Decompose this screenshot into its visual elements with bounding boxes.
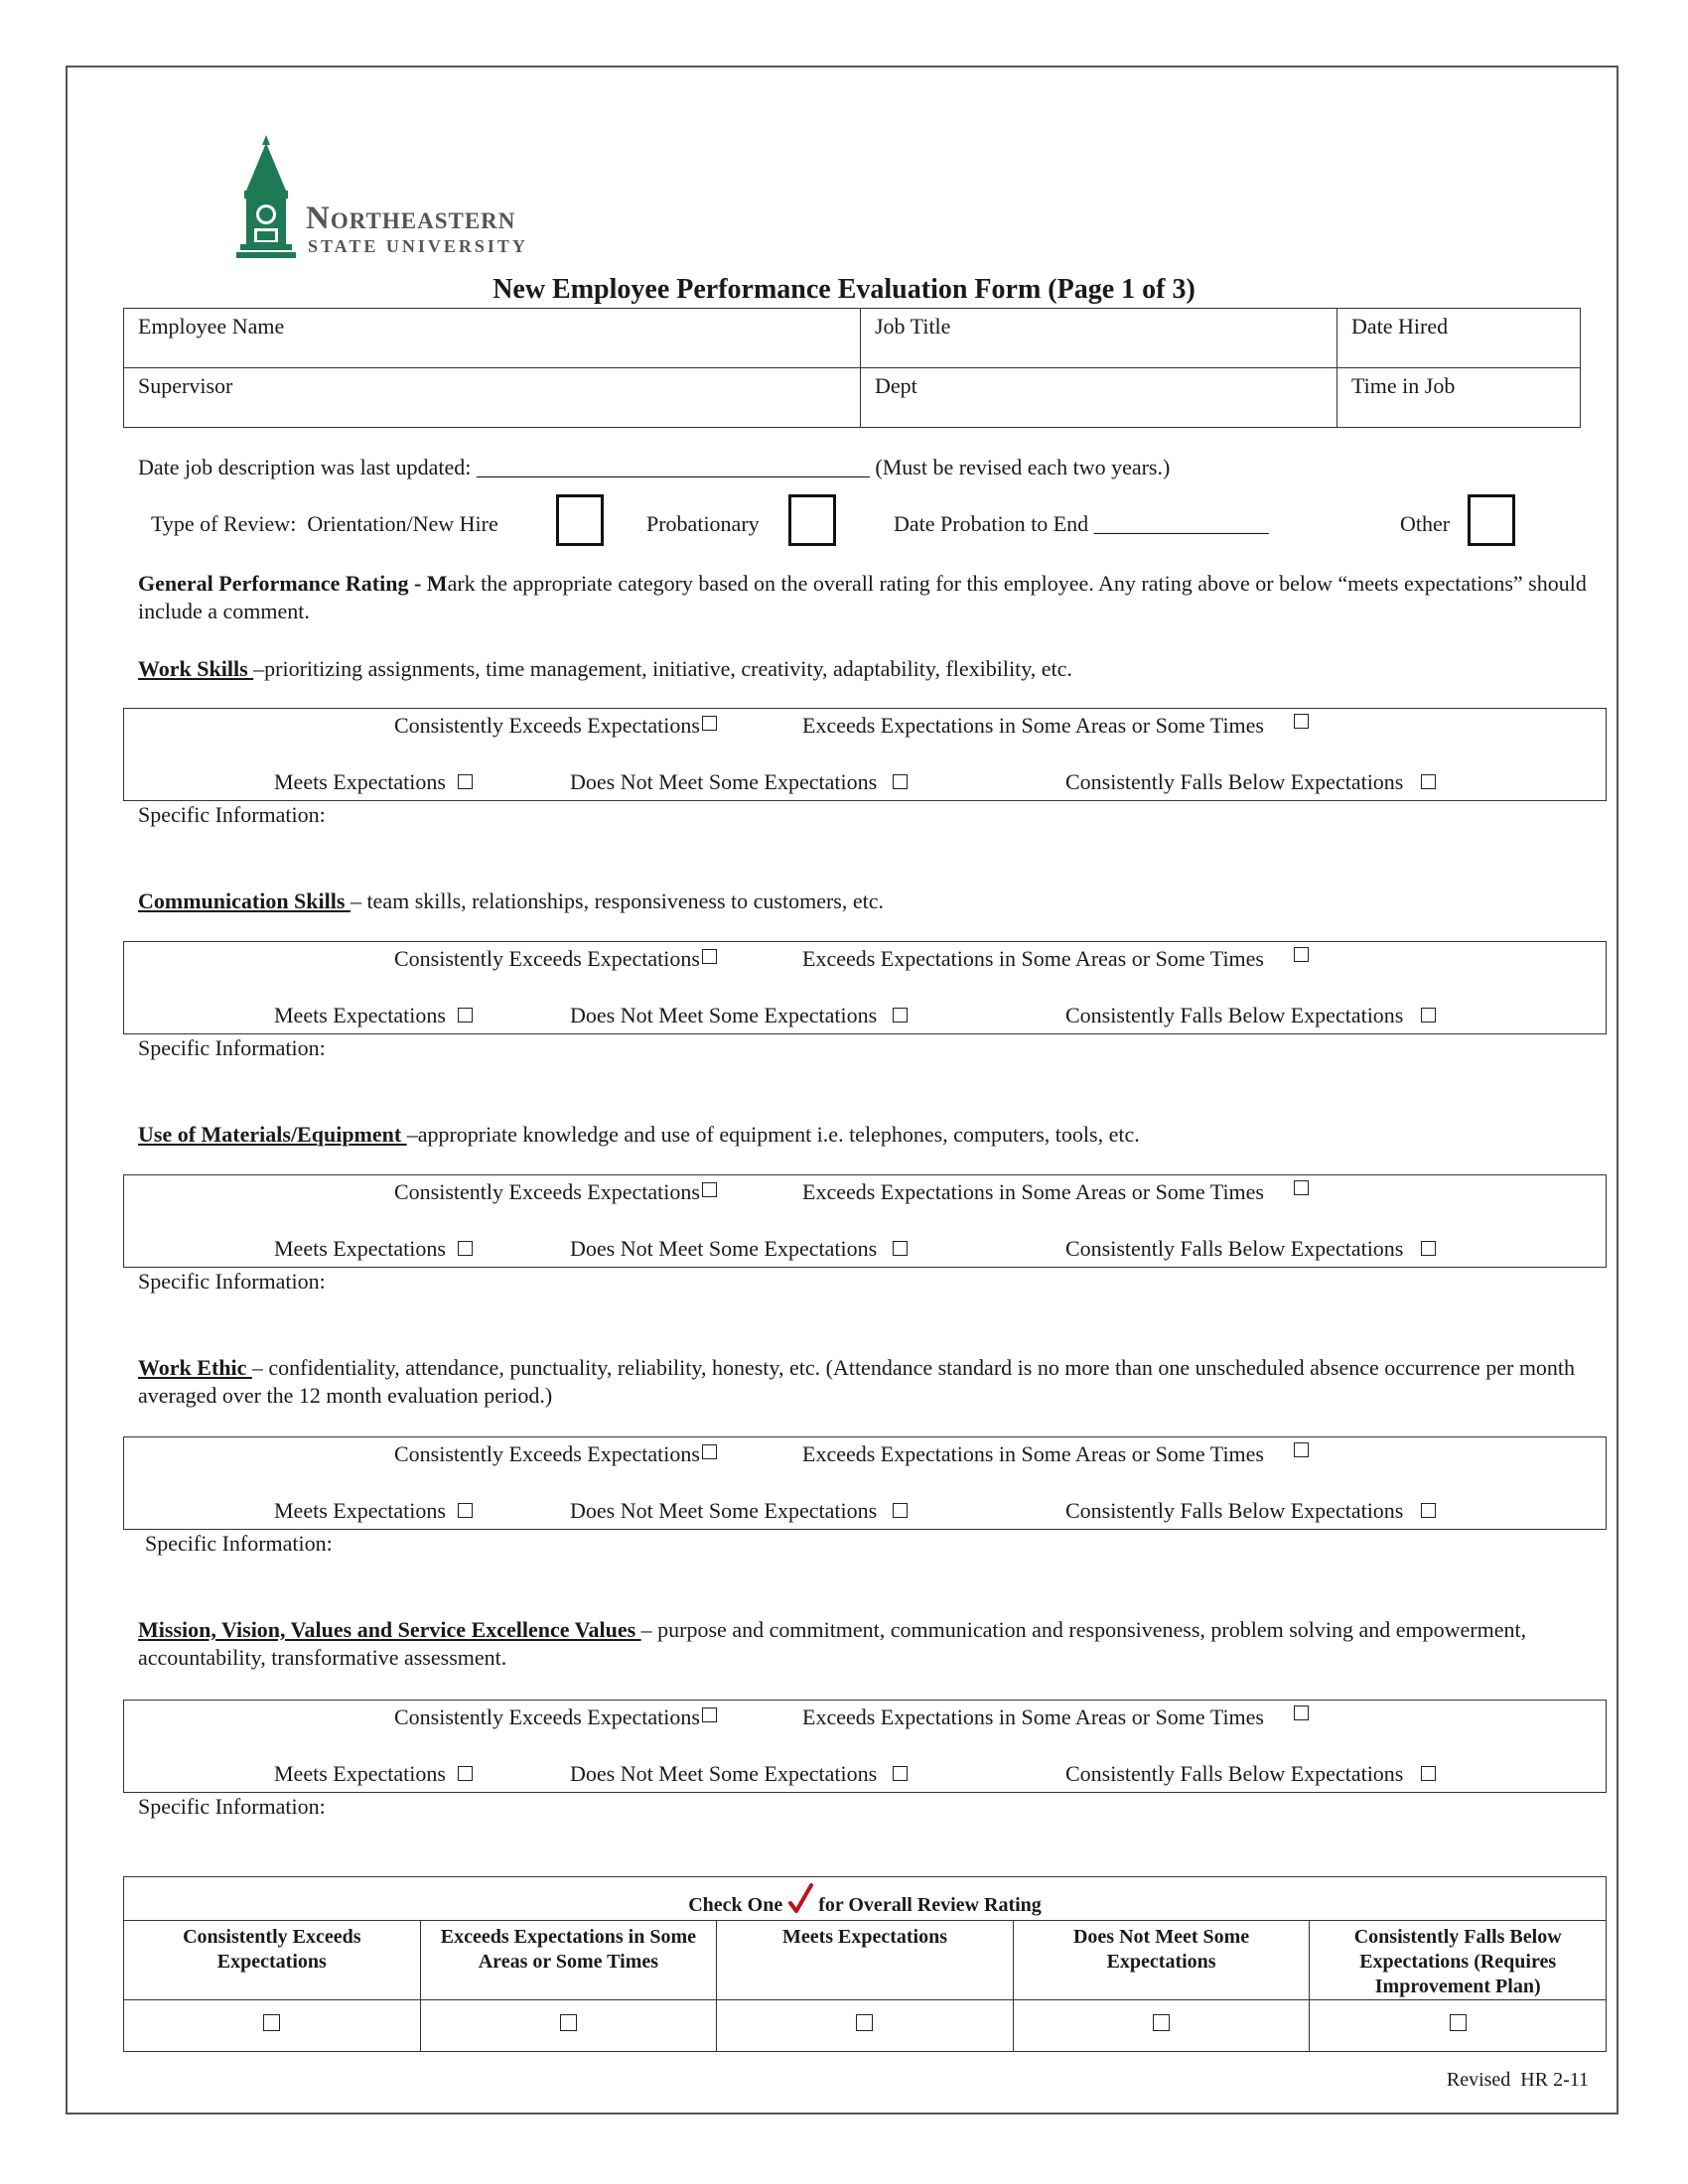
dept-field[interactable]: Dept: [861, 368, 1337, 428]
option-meets: Meets Expectations: [274, 1761, 473, 1787]
option-does-not-meet: Does Not Meet Some Expectations: [570, 1498, 908, 1524]
overall-checkbox-cell: [717, 2000, 1014, 2052]
overall-checkbox-cell: [420, 2000, 717, 2052]
overall-rating-table: [123, 1876, 1607, 2052]
checkbox[interactable]: [458, 1008, 473, 1023]
option-exceeds-some: Exceeds Expectations in Some Areas or Some Times: [802, 1441, 1309, 1467]
checkbox[interactable]: [893, 1008, 908, 1023]
overall-checkbox[interactable]: [1450, 2014, 1467, 2031]
option-meets: Meets Expectations: [274, 1498, 473, 1524]
checkbox[interactable]: [1421, 1503, 1436, 1518]
checkbox[interactable]: [893, 1241, 908, 1256]
option-consistently-exceeds: Consistently Exceeds Expectations: [394, 1441, 717, 1467]
specific-information-label: Specific Information:: [138, 1269, 326, 1294]
overall-checkbox[interactable]: [263, 2014, 280, 2031]
checkbox[interactable]: [1294, 1442, 1309, 1457]
checkbox[interactable]: [458, 1241, 473, 1256]
option-falls-below: Consistently Falls Below Expectations: [1065, 1003, 1436, 1028]
option-falls-below: Consistently Falls Below Expectations: [1065, 1498, 1436, 1524]
checkbox[interactable]: [702, 949, 717, 964]
specific-information-label: Specific Information:: [138, 802, 326, 827]
option-consistently-exceeds: Consistently Exceeds Expectations: [394, 946, 717, 972]
probation-end-line: Date Probation to End ________________: [894, 511, 1269, 536]
form-title: New Employee Performance Evaluation Form (Page 1 of 3): [492, 274, 1196, 305]
option-consistently-exceeds: Consistently Exceeds Expectations: [394, 713, 717, 739]
option-meets: Meets Expectations: [274, 769, 473, 795]
clocktower-icon: [236, 133, 296, 260]
general-rating-instructions: General Performance Rating - Mark the appropriate category based on the overall rating for this employee. Any rating above or below “meets expectations” should include a comment.: [138, 571, 1587, 623]
time-in-job-field[interactable]: Time in Job: [1337, 368, 1581, 428]
overall-checkbox[interactable]: [1153, 2014, 1170, 2031]
orientation-checkbox[interactable]: [556, 494, 604, 546]
job-title-field[interactable]: Job Title: [861, 309, 1337, 368]
checkbox[interactable]: [1421, 774, 1436, 789]
university-name: Northeastern: [306, 201, 516, 236]
option-exceeds-some: Exceeds Expectations in Some Areas or Some Times: [802, 1705, 1309, 1730]
checkbox[interactable]: [893, 774, 908, 789]
university-subtitle: STATE UNIVERSITY: [308, 236, 528, 256]
checkbox[interactable]: [458, 774, 473, 789]
date-hired-field[interactable]: Date Hired: [1337, 309, 1581, 368]
other-checkbox[interactable]: [1468, 494, 1515, 546]
option-does-not-meet: Does Not Meet Some Expectations: [570, 1003, 908, 1028]
section-heading: Work Ethic – confidentiality, attendance, punctuality, reliability, honesty, etc. (Attendance standard is no more than one unscheduled absence occurrence per month averaged over the 12 month evaluation period.): [138, 1355, 1576, 1408]
option-exceeds-some: Exceeds Expectations in Some Areas or Some Times: [802, 946, 1309, 972]
revision-footer: Revised HR 2-11: [1446, 2069, 1589, 2091]
probationary-label: Probationary: [646, 511, 760, 536]
option-does-not-meet: Does Not Meet Some Expectations: [570, 1236, 908, 1262]
option-falls-below: Consistently Falls Below Expectations: [1065, 1236, 1436, 1262]
section-heading: Use of Materials/Equipment –appropriate knowledge and use of equipment i.e. telephones, computers, tools, etc.: [138, 1122, 1140, 1147]
employee-info-table: [123, 308, 1581, 428]
checkbox[interactable]: [1294, 714, 1309, 729]
job-description-date-blank[interactable]: ____________________________________: [476, 455, 870, 479]
checkbox[interactable]: [893, 1766, 908, 1781]
review-type-label: Type of Review: Orientation/New Hire: [151, 511, 498, 536]
section-heading: Mission, Vision, Values and Service Excellence Values – purpose and commitment, communication and responsiveness, problem solving and empowerment, accountability, transformative assessment.: [138, 1617, 1527, 1670]
checkbox[interactable]: [1294, 947, 1309, 962]
option-meets: Meets Expectations: [274, 1003, 473, 1028]
overall-column-header: Does Not Meet Some Expectations: [1013, 1921, 1310, 2000]
overall-checkbox-cell: [1310, 2000, 1607, 2052]
checkbox[interactable]: [458, 1503, 473, 1518]
checkbox[interactable]: [1294, 1706, 1309, 1720]
checkmark-icon: [787, 1883, 813, 1915]
checkbox[interactable]: [1294, 1180, 1309, 1195]
checkbox[interactable]: [1421, 1241, 1436, 1256]
option-consistently-exceeds: Consistently Exceeds Expectations: [394, 1705, 717, 1730]
checkbox[interactable]: [702, 1707, 717, 1722]
option-exceeds-some: Exceeds Expectations in Some Areas or Some Times: [802, 1179, 1309, 1205]
option-consistently-exceeds: Consistently Exceeds Expectations: [394, 1179, 717, 1205]
section-heading: Communication Skills – team skills, relationships, responsiveness to customers, etc.: [138, 888, 885, 913]
checkbox[interactable]: [458, 1766, 473, 1781]
checkbox[interactable]: [702, 1182, 717, 1197]
university-logo: [236, 133, 604, 262]
checkbox[interactable]: [702, 716, 717, 731]
checkbox[interactable]: [702, 1444, 717, 1459]
supervisor-field[interactable]: Supervisor: [124, 368, 861, 428]
overall-checkbox-cell: [124, 2000, 421, 2052]
employee-name-field[interactable]: Employee Name: [124, 309, 861, 368]
specific-information-label: Specific Information:: [138, 1794, 326, 1819]
overall-column-header: Consistently Falls Below Expectations (Requires Improvement Plan): [1310, 1921, 1607, 2000]
overall-column-header: Consistently Exceeds Expectations: [124, 1921, 421, 2000]
option-meets: Meets Expectations: [274, 1236, 473, 1262]
option-falls-below: Consistently Falls Below Expectations: [1065, 769, 1436, 795]
specific-information-label: Specific Information:: [138, 1035, 326, 1060]
overall-column-header: Meets Expectations: [717, 1921, 1014, 2000]
job-description-line: Date job description was last updated: ____________________________________ (Must be revised each two years.): [138, 455, 1171, 479]
checkbox[interactable]: [1421, 1008, 1436, 1023]
option-falls-below: Consistently Falls Below Expectations: [1065, 1761, 1436, 1787]
option-exceeds-some: Exceeds Expectations in Some Areas or Some Times: [802, 713, 1309, 739]
probationary-checkbox[interactable]: [788, 494, 836, 546]
overall-column-header: Exceeds Expectations in Some Areas or Some Times: [420, 1921, 717, 2000]
checkbox[interactable]: [1421, 1766, 1436, 1781]
probation-end-blank[interactable]: ________________: [1093, 511, 1269, 536]
option-does-not-meet: Does Not Meet Some Expectations: [570, 769, 908, 795]
option-does-not-meet: Does Not Meet Some Expectations: [570, 1761, 908, 1787]
overall-checkbox-cell: [1013, 2000, 1310, 2052]
other-label: Other: [1400, 511, 1451, 536]
checkbox[interactable]: [893, 1503, 908, 1518]
overall-rating-header: Check One for Overall Review Rating: [124, 1877, 1607, 1921]
specific-information-label: Specific Information:: [145, 1531, 333, 1556]
section-heading: Work Skills –prioritizing assignments, time management, initiative, creativity, adaptability, flexibility, etc.: [138, 656, 1072, 681]
overall-checkbox[interactable]: [560, 2014, 577, 2031]
overall-checkbox[interactable]: [856, 2014, 873, 2031]
